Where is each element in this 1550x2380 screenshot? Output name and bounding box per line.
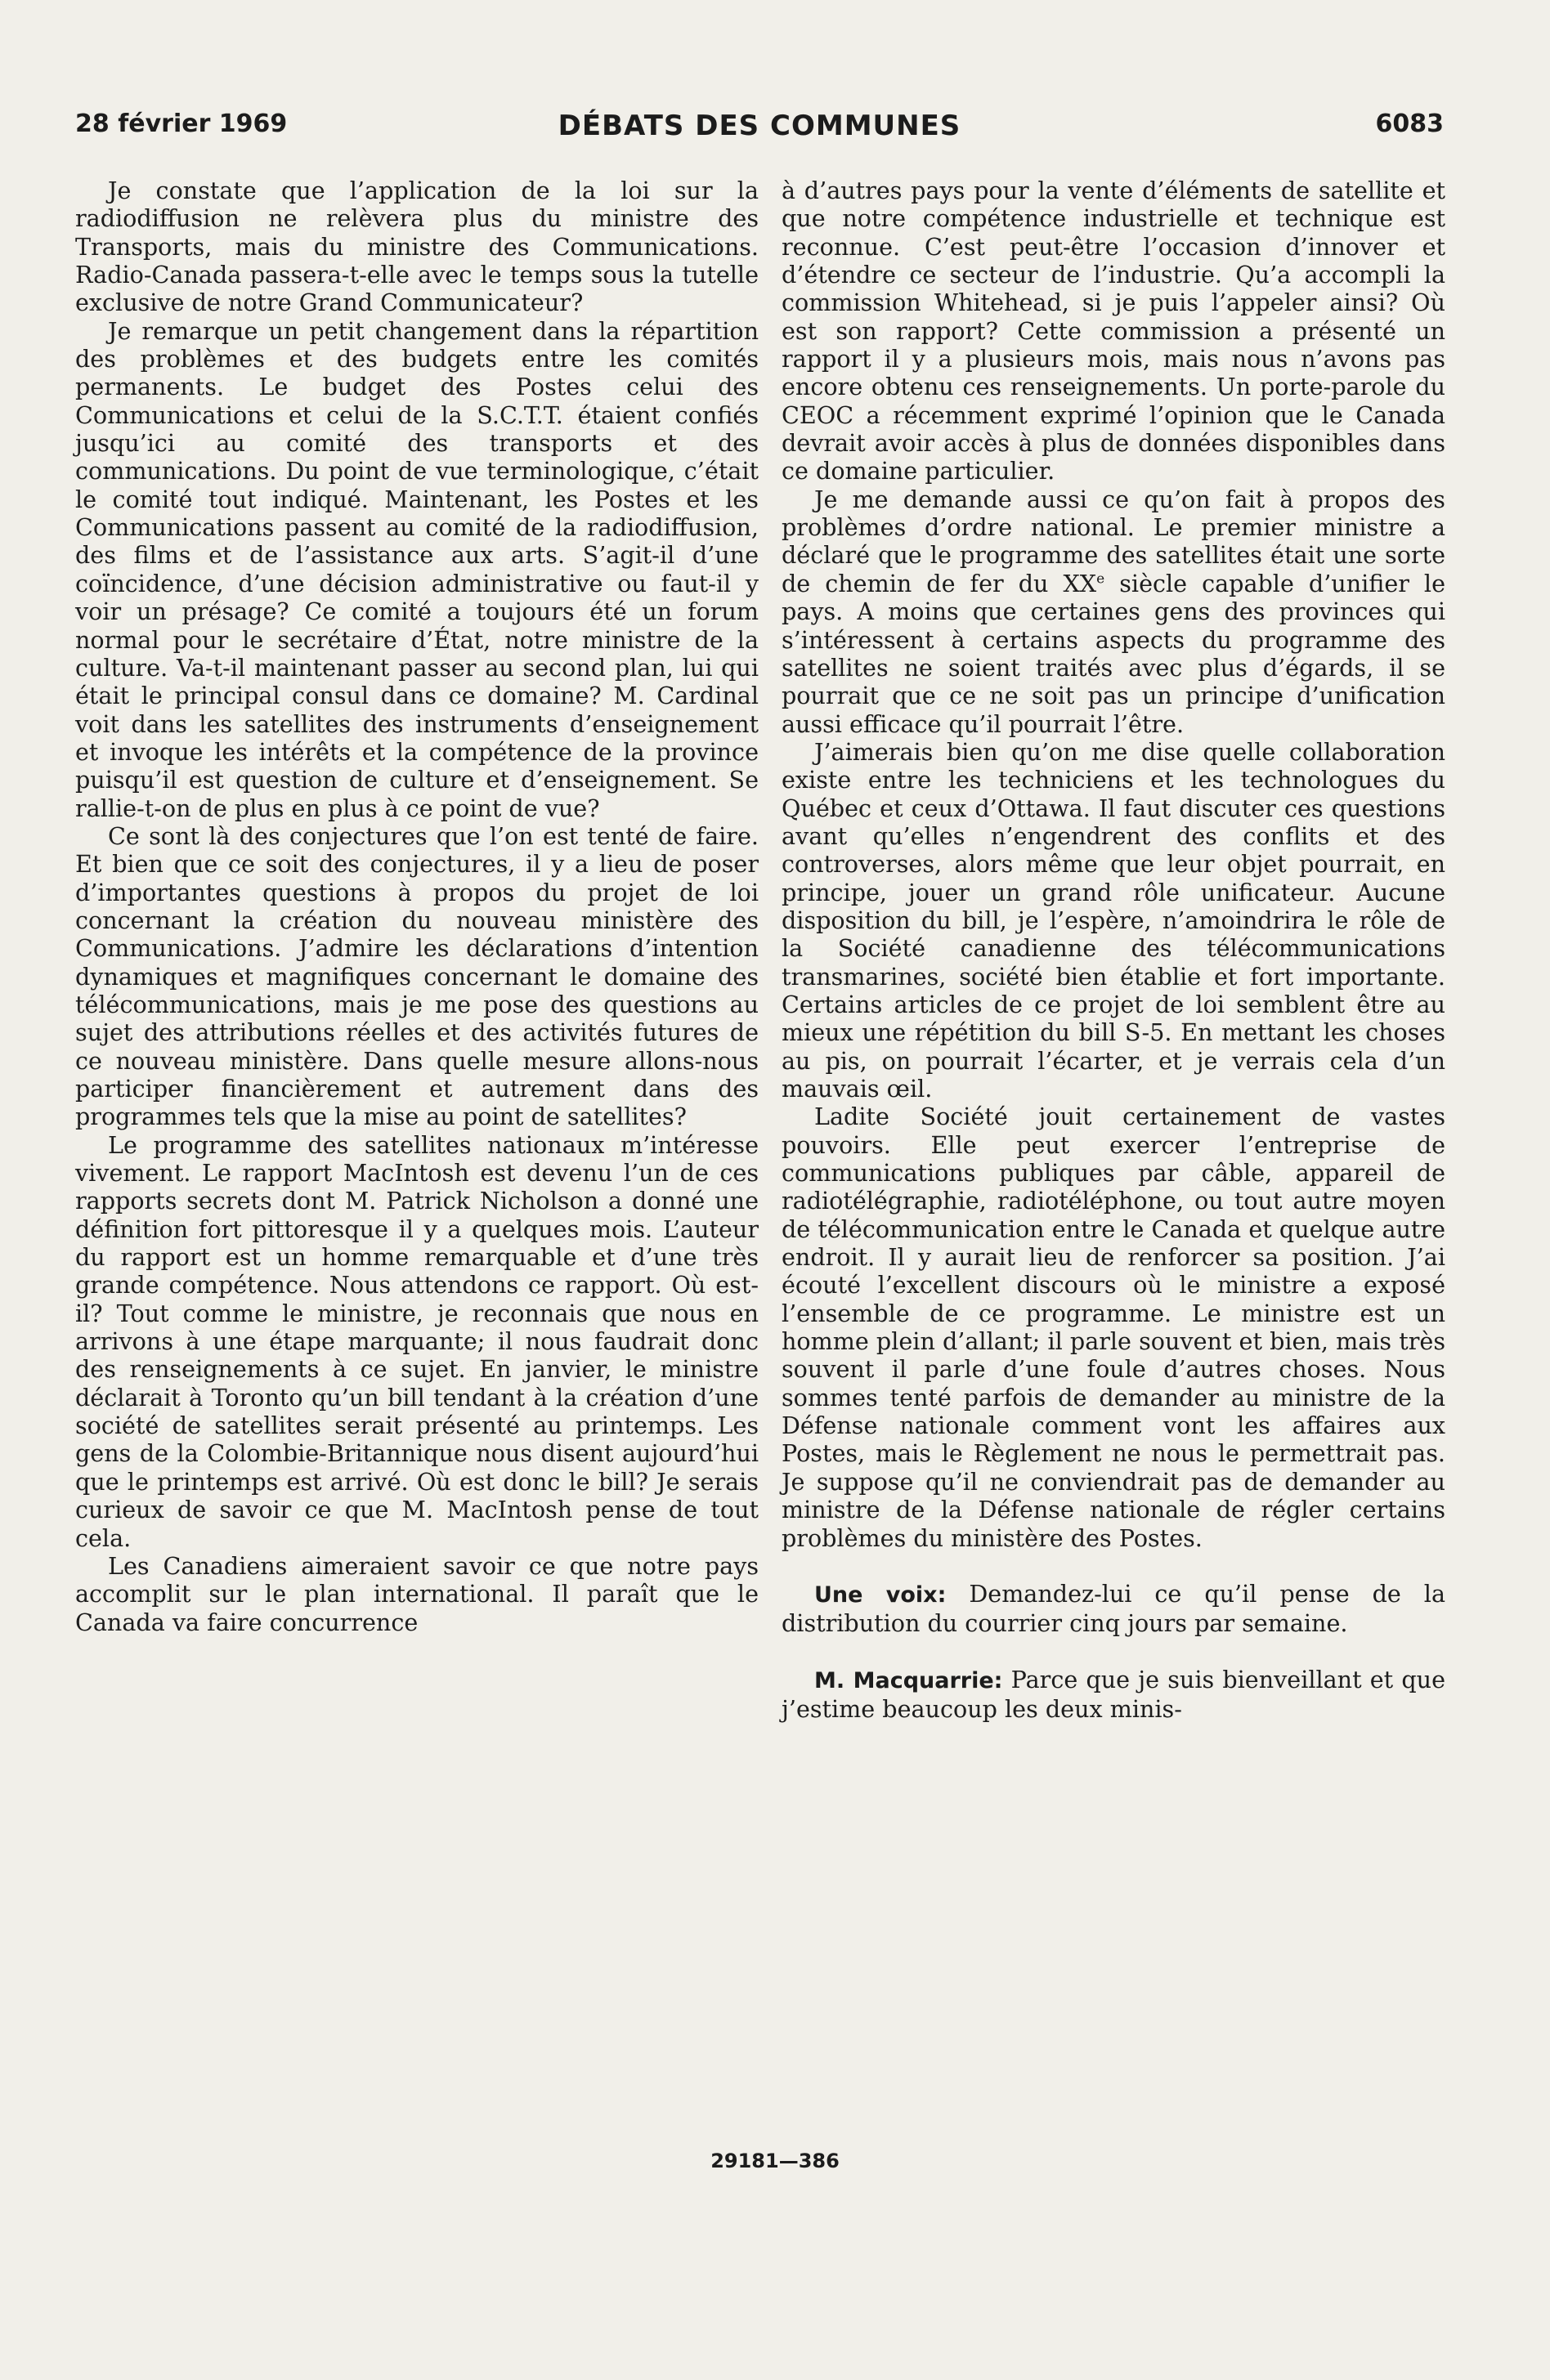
left-paragraph-5: Les Canadiens aimeraient savoir ce que notre pays accomplit sur le plan international. Il paraît que le Canada va faire concurrence — [75, 1551, 759, 1636]
left-column — [75, 177, 759, 1636]
speech-une-voix — [782, 1580, 1445, 1638]
header-page-number: 6083 — [1375, 110, 1444, 138]
left-paragraph-1: Je constate que l’application de la loi sur la radiodiffusion ne relèvera plus du ministre des Transports, mais du ministre des Communications. Radio-Canada passera-t-elle avec le temps sous la tutelle exclusive de notre Grand Communicateur? — [75, 177, 759, 317]
right-column — [782, 177, 1445, 1723]
speaker-name-une-voix: Une voix: — [814, 1581, 947, 1608]
right-paragraph-2-part-b: siècle capable d’unifier le pays. A moins que certaines gens des provinces qui s’intéressent à certains aspects du programme des satellites ne soient traités avec plus d’égards, il se pourrait que ce ne soit pas un principe d’unification aussi efficace qu’il pourrait l’être. — [782, 569, 1446, 738]
century-superscript: e — [1096, 570, 1105, 588]
speech-text-une-voix: Demandez-lui ce qu’il pense de la distribution du courrier cinq jours par semaine. — [782, 1579, 1445, 1638]
running-head — [75, 110, 1444, 150]
right-paragraph-4: Ladite Société jouit certainement de vastes pouvoirs. Elle peut exercer l’entreprise de communications publiques par câble, appareil de radiotélégraphie, radiotéléphone, ou tout autre moyen de télécommunication entre le Canada et quelque autre endroit. Il y aurait lieu de renforcer sa position. J’ai écouté l’excellent discours où le ministre a exposé l’ensemble de ce programme. Le ministre est un homme plein d’allant; il parle souvent et bien, mais très souvent il parle d’une foule d’autres choses. Nous sommes tenté parfois de demander au ministre de la Défense nationale comment vont les affaires aux Postes, mais le Règlement ne nous le permettrait pas. Je suppose qu’il ne conviendrait pas de demander au ministre de la Défense nationale de régler certains problèmes du ministère des Postes. — [782, 1103, 1445, 1552]
speech-macquarrie — [782, 1666, 1445, 1724]
right-paragraph-1: à d’autres pays pour la vente d’éléments de satellite et que notre compétence industrielle et technique est reconnue. C’est peut-être l’occasion d’innover et d’étendre ce secteur de l’industrie. Qu’a accompli la commission Whitehead, si je puis l’appeler ainsi? Où est son rapport? Cette commission a présenté un rapport il y a plusieurs mois, mais nous n’avons pas encore obtenu ces renseignements. Un porte-parole du CEOC a récemment exprimé l’opinion que le Canada devrait avoir accès à plus de données disponibles dans ce domaine particulier. — [782, 177, 1445, 485]
speaker-name-macquarrie: M. Macquarrie: — [814, 1667, 1003, 1693]
left-paragraph-4: Le programme des satellites nationaux m’intéresse vivement. Le rapport MacIntosh est devenu l’un de ces rapports secrets dont M. Patrick Nicholson a donné une définition fort pittoresque il y a quelques mois. L’auteur du rapport est un homme remarquable et d’une très grande compétence. Nous attendons ce rapport. Où est-il? Tout comme le ministre, je reconnais que nous en arrivons à une étape marquante; il nous faudrait donc des renseignements à ce sujet. En janvier, le ministre déclarait à Toronto qu’un bill tendant à la création d’une société de satellites serait présenté au printemps. Les gens de la Colombie-Britannique nous disent aujourd’hui que le printemps est arrivé. Où est donc le bill? Je serais curieux de savoir ce que M. MacIntosh pense de tout cela. — [75, 1130, 759, 1552]
speech-text-macquarrie: Parce que je suis bienveillant et que j’estime beaucoup les deux minis- — [782, 1665, 1445, 1723]
header-title: DÉBATS DES COMMUNES — [558, 110, 961, 142]
header-date: 28 février 1969 — [75, 110, 288, 138]
left-paragraph-3: Ce sont là des conjectures que l’on est tenté de faire. Et bien que ce soit des conjectures, il y a lieu de poser d’importantes questions à propos du projet de loi concernant la création du nouveau ministère des Communications. J’admire les déclarations d’intention dynamiques et magnifiques concernant le domaine des télécommunications, mais je me pose des questions au sujet des attributions réelles et des activités futures de ce nouveau ministère. Dans quelle mesure allons-nous participer financièrement et autrement dans des programmes tels que la mise au point de satellites? — [75, 821, 759, 1131]
left-paragraph-2: Je remarque un petit changement dans la répartition des problèmes et des budgets entre les comités permanents. Le budget des Postes celui des Communications et celui de la S.C.T.T. étaient confiés jusqu’ici au comité des transports et des communications. Du point de vue terminologique, c’était le comité tout indiqué. Maintenant, les Postes et les Communications passent au comité de la radiodiffusion, des films et de l’assistance aux arts. S’agit-il d’une coïncidence, d’une décision administrative ou faut-il y voir un présage? Ce comité a toujours été un forum normal pour le secrétaire d’État, notre ministre de la culture. Va-t-il maintenant passer au second plan, lui qui était le principal consul dans ce domaine? M. Cardinal voit dans les satellites des instruments d’enseignement et invoque les intérêts et la compétence de la province puisqu’il est question de culture et d’enseignement. Se rallie-t-on de plus en plus à ce point de vue? — [75, 316, 759, 822]
right-paragraph-3: J’aimerais bien qu’on me dise quelle collaboration existe entre les techniciens et les technologues du Québec et ceux d’Ottawa. Il faut discuter ces questions avant qu’elles n’engendrent des conflits et des controverses, alors même que leur objet pourrait, en principe, jouer un grand rôle unificateur. Aucune disposition du bill, je l’espère, n’amoindrira le rôle de la Société canadienne des télécommunications transmarines, société bien établie et fort importante. Certains articles de ce projet de loi semblent être au mieux une répétition du bill S-5. En mettant les choses au pis, on pourrait l’écarter, et je verrais cela d’un mauvais œil. — [782, 737, 1445, 1103]
page-folio: 29181—386 — [710, 2150, 840, 2172]
right-paragraph-2-part-a: Je me demande aussi ce qu’on fait à propos des problèmes d’ordre national. Le premier ministre a déclaré que le programme des satellites était une sorte de chemin de fer du XX — [782, 485, 1445, 597]
right-paragraph-2 — [782, 485, 1445, 738]
